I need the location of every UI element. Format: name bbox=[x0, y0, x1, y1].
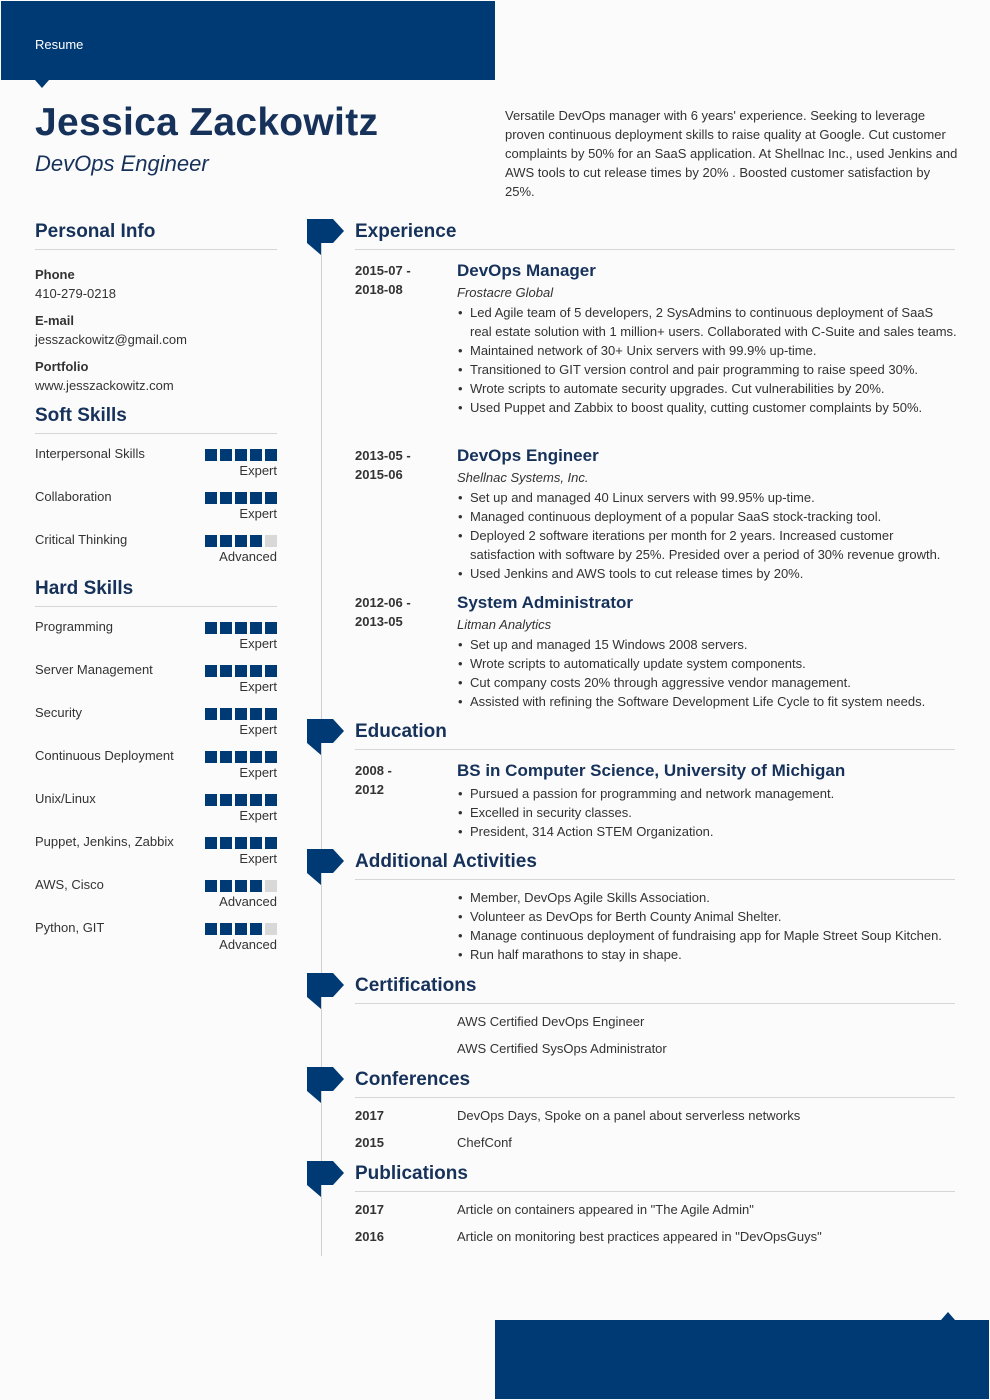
conference-year: 2015 bbox=[355, 1135, 384, 1150]
education-marker-icon bbox=[307, 719, 344, 749]
rating-square bbox=[250, 449, 262, 461]
skill-level: Expert bbox=[239, 722, 277, 737]
rating-square bbox=[250, 880, 262, 892]
rating-square bbox=[205, 622, 217, 634]
rating-square bbox=[265, 708, 277, 720]
left-column bbox=[35, 221, 277, 961]
job-dates bbox=[355, 593, 425, 631]
experience-heading: Experience bbox=[355, 221, 955, 250]
skill-item bbox=[35, 746, 277, 780]
rating-square bbox=[265, 837, 277, 849]
rating-square bbox=[220, 622, 232, 634]
rating-square bbox=[250, 751, 262, 763]
bullet-item: • Deployed 2 software iterations per month for 2 years. Increased customer satisfaction with software by 25%. Presided over a period of 30% revenue growth. bbox=[457, 526, 957, 564]
skill-name: Server Management bbox=[35, 662, 153, 677]
bullet-item: • Transitioned to GIT version control and pair programming to raise speed 30%. bbox=[457, 360, 957, 379]
skill-item bbox=[35, 444, 277, 478]
job-bullets bbox=[457, 635, 957, 711]
job-bullets bbox=[457, 303, 957, 417]
publication-year: 2016 bbox=[355, 1229, 384, 1244]
rating-square bbox=[235, 535, 247, 547]
rating-square bbox=[250, 837, 262, 849]
conference-text: ChefConf bbox=[457, 1135, 512, 1150]
skill-item bbox=[35, 875, 277, 909]
skill-rating bbox=[205, 622, 277, 634]
rating-square bbox=[235, 449, 247, 461]
soft-skills-heading: Soft Skills bbox=[35, 405, 277, 434]
rating-square bbox=[250, 492, 262, 504]
header-banner bbox=[1, 1, 495, 80]
bullet-item: • Cut company costs 20% through aggressive vendor management. bbox=[457, 673, 957, 692]
rating-square bbox=[265, 622, 277, 634]
job-dates bbox=[355, 261, 425, 299]
skill-level: Expert bbox=[239, 765, 277, 780]
job-date-end: 2015-06 bbox=[355, 467, 403, 482]
rating-square bbox=[205, 535, 217, 547]
skill-name: Programming bbox=[35, 619, 114, 634]
conferences-marker-icon bbox=[307, 1067, 344, 1097]
rating-square bbox=[265, 880, 277, 892]
rating-square bbox=[235, 923, 247, 935]
rating-square bbox=[220, 794, 232, 806]
rating-square bbox=[220, 492, 232, 504]
skill-name: Critical Thinking bbox=[35, 532, 128, 547]
portfolio-label: Portfolio bbox=[35, 359, 89, 374]
job-body bbox=[457, 261, 957, 417]
skill-level: Advanced bbox=[219, 937, 277, 952]
hard-skills-heading: Hard Skills bbox=[35, 578, 277, 607]
skill-name: Interpersonal Skills bbox=[35, 446, 145, 461]
bullet-item: • Wrote scripts to automate security upgrades. Cut vulnerabilities by 20%. bbox=[457, 379, 957, 398]
bullet-item: • President, 314 Action STEM Organization. bbox=[457, 822, 957, 841]
email-label: E-mail bbox=[35, 313, 75, 328]
rating-square bbox=[235, 837, 247, 849]
skill-item bbox=[35, 703, 277, 737]
bullet-item: • Run half marathons to stay in shape. bbox=[457, 945, 957, 964]
job-bullets bbox=[457, 488, 957, 583]
activities-bullets bbox=[457, 888, 957, 964]
phone-label: Phone bbox=[35, 267, 75, 282]
skill-rating bbox=[205, 708, 277, 720]
job-company: Frostacre Global bbox=[457, 285, 554, 300]
hard-skills-list bbox=[35, 617, 277, 952]
skill-rating bbox=[205, 665, 277, 677]
rating-square bbox=[235, 880, 247, 892]
skill-item bbox=[35, 617, 277, 651]
skill-name: Puppet, Jenkins, Zabbix bbox=[35, 834, 174, 849]
skill-name: Python, GIT bbox=[35, 920, 105, 935]
bullet-item: • Maintained network of 30+ Unix servers with 99.9% up-time. bbox=[457, 341, 957, 360]
job-company: Shellnac Systems, Inc. bbox=[457, 470, 589, 485]
rating-square bbox=[265, 923, 277, 935]
rating-square bbox=[235, 708, 247, 720]
edu-date-end: 2012 bbox=[355, 782, 384, 797]
skill-rating bbox=[205, 837, 277, 849]
rating-square bbox=[205, 751, 217, 763]
rating-square bbox=[265, 751, 277, 763]
job-dates bbox=[355, 446, 425, 484]
skill-name: Security bbox=[35, 705, 82, 720]
job-title: DevOps Manager bbox=[457, 261, 596, 280]
job-date-start: 2013-05 - bbox=[355, 448, 411, 463]
job-title: DevOps Engineer bbox=[457, 446, 599, 465]
summary-text: Versatile DevOps manager with 6 years' experience. Seeking to leverage proven continuous deployment skills to raise quality at Google. Cut customer complaints by 50% for an SaaS application. At Shellnac Inc., used Jenkins and AWS tools to cut release times by 20% . Boosted customer satisfaction by 25%. bbox=[505, 108, 958, 199]
portfolio-value[interactable]: www.jesszackowitz.com bbox=[35, 378, 174, 393]
resume-page bbox=[1, 1, 989, 1399]
bullet-item: • Led Agile team of 5 developers, 2 SysAdmins to continuous deployment of SaaS real estate solution with 1 million+ users. Collaborated with C-Suite and sales teams. bbox=[457, 303, 957, 341]
skill-level: Advanced bbox=[219, 894, 277, 909]
rating-square bbox=[265, 492, 277, 504]
rating-square bbox=[235, 751, 247, 763]
certifications-marker-icon bbox=[307, 973, 344, 1003]
publications-heading: Publications bbox=[355, 1163, 955, 1192]
banner-notch bbox=[35, 80, 49, 88]
bullet-item: • Manage continuous deployment of fundraising app for Maple Street Soup Kitchen. bbox=[457, 926, 957, 945]
skill-item bbox=[35, 660, 277, 694]
publications-marker-icon bbox=[307, 1161, 344, 1191]
education-heading: Education bbox=[355, 721, 955, 750]
skill-item bbox=[35, 918, 277, 952]
conference-text: DevOps Days, Spoke on a panel about serverless networks bbox=[457, 1108, 801, 1123]
skill-level: Expert bbox=[239, 679, 277, 694]
activities-body bbox=[457, 888, 957, 964]
candidate-name: Jessica Zackowitz bbox=[35, 101, 379, 144]
education-bullets bbox=[457, 784, 957, 841]
skill-rating bbox=[205, 535, 277, 547]
candidate-title: DevOps Engineer bbox=[35, 151, 209, 176]
bullet-item: • Set up and managed 15 Windows 2008 servers. bbox=[457, 635, 957, 654]
conference-year: 2017 bbox=[355, 1108, 384, 1123]
job-company: Litman Analytics bbox=[457, 617, 552, 632]
rating-square bbox=[250, 794, 262, 806]
activities-heading: Additional Activities bbox=[355, 851, 955, 880]
skill-rating bbox=[205, 794, 277, 806]
job-date-end: 2013-05 bbox=[355, 614, 403, 629]
rating-square bbox=[205, 449, 217, 461]
conferences-heading: Conferences bbox=[355, 1069, 955, 1098]
rating-square bbox=[220, 751, 232, 763]
skill-level: Expert bbox=[239, 506, 277, 521]
job-title: System Administrator bbox=[457, 593, 634, 612]
rating-square bbox=[220, 837, 232, 849]
rating-square bbox=[250, 535, 262, 547]
phone-value: 410-279-0218 bbox=[35, 286, 116, 301]
skill-item bbox=[35, 789, 277, 823]
bullet-item: • Volunteer as DevOps for Berth County Animal Shelter. bbox=[457, 907, 957, 926]
rating-square bbox=[235, 665, 247, 677]
rating-square bbox=[205, 880, 217, 892]
rating-square bbox=[265, 665, 277, 677]
bullet-item: • Managed continuous deployment of a popular SaaS stock-tracking tool. bbox=[457, 507, 957, 526]
skill-rating bbox=[205, 449, 277, 461]
rating-square bbox=[265, 535, 277, 547]
bullet-item: • Wrote scripts to automatically update system components. bbox=[457, 654, 957, 673]
bullet-item: • Set up and managed 40 Linux servers with 99.95% up-time. bbox=[457, 488, 957, 507]
publication-year: 2017 bbox=[355, 1202, 384, 1217]
bullet-item: • Excelled in security classes. bbox=[457, 803, 957, 822]
rating-square bbox=[235, 492, 247, 504]
rating-square bbox=[250, 665, 262, 677]
skill-name: Collaboration bbox=[35, 489, 112, 504]
job-date-start: 2015-07 - bbox=[355, 263, 411, 278]
skill-level: Expert bbox=[239, 636, 277, 651]
bullet-item: • Assisted with refining the Software Development Life Cycle to fit system needs. bbox=[457, 692, 957, 711]
experience-marker-icon bbox=[307, 219, 344, 249]
rating-square bbox=[205, 665, 217, 677]
bullet-item: • Pursued a passion for programming and network management. bbox=[457, 784, 957, 803]
skill-level: Expert bbox=[239, 851, 277, 866]
job-date-start: 2012-06 - bbox=[355, 595, 411, 610]
skill-rating bbox=[205, 880, 277, 892]
rating-square bbox=[220, 708, 232, 720]
skill-name: Unix/Linux bbox=[35, 791, 96, 806]
rating-square bbox=[220, 665, 232, 677]
rating-square bbox=[205, 492, 217, 504]
rating-square bbox=[235, 794, 247, 806]
email-value[interactable]: jesszackowitz@gmail.com bbox=[35, 332, 187, 347]
skill-level: Expert bbox=[239, 808, 277, 823]
rating-square bbox=[220, 880, 232, 892]
rating-square bbox=[205, 708, 217, 720]
rating-square bbox=[250, 708, 262, 720]
rating-square bbox=[235, 622, 247, 634]
rating-square bbox=[205, 794, 217, 806]
rating-square bbox=[205, 923, 217, 935]
rating-square bbox=[220, 449, 232, 461]
job-date-end: 2018-08 bbox=[355, 282, 403, 297]
personal-info-heading: Personal Info bbox=[35, 221, 277, 250]
skill-item bbox=[35, 487, 277, 521]
skill-rating bbox=[205, 492, 277, 504]
rating-square bbox=[250, 622, 262, 634]
skill-level: Expert bbox=[239, 463, 277, 478]
bullet-item: • Used Jenkins and AWS tools to cut release times by 20%. bbox=[457, 564, 957, 583]
footer-notch bbox=[941, 1312, 955, 1320]
rating-square bbox=[250, 923, 262, 935]
job-body bbox=[457, 446, 957, 583]
rating-square bbox=[265, 449, 277, 461]
skill-name: AWS, Cisco bbox=[35, 877, 104, 892]
certifications-heading: Certifications bbox=[355, 975, 955, 1004]
footer-banner bbox=[495, 1320, 989, 1399]
certification-text: AWS Certified SysOps Administrator bbox=[457, 1041, 667, 1056]
skill-name: Continuous Deployment bbox=[35, 748, 174, 763]
degree-title: BS in Computer Science, University of Michigan bbox=[457, 761, 846, 780]
skill-item bbox=[35, 832, 277, 866]
skill-rating bbox=[205, 923, 277, 935]
rating-square bbox=[220, 535, 232, 547]
publication-text: Article on containers appeared in "The Agile Admin" bbox=[457, 1202, 754, 1217]
bullet-item: • Used Puppet and Zabbix to boost quality, cutting customer complaints by 50%. bbox=[457, 398, 957, 417]
rating-square bbox=[205, 837, 217, 849]
activities-marker-icon bbox=[307, 849, 344, 879]
job-body bbox=[457, 593, 957, 711]
education-dates bbox=[355, 761, 425, 799]
rating-square bbox=[220, 923, 232, 935]
soft-skills-list bbox=[35, 444, 277, 564]
certification-text: AWS Certified DevOps Engineer bbox=[457, 1014, 645, 1029]
resume-label: Resume bbox=[35, 37, 84, 52]
bullet-item: • Member, DevOps Agile Skills Association. bbox=[457, 888, 957, 907]
skill-item bbox=[35, 530, 277, 564]
skill-level: Advanced bbox=[219, 549, 277, 564]
publication-text: Article on monitoring best practices appeared in "DevOpsGuys" bbox=[457, 1229, 822, 1244]
rating-square bbox=[265, 794, 277, 806]
skill-rating bbox=[205, 751, 277, 763]
edu-date-start: 2008 - bbox=[355, 763, 392, 778]
education-body bbox=[457, 761, 957, 841]
